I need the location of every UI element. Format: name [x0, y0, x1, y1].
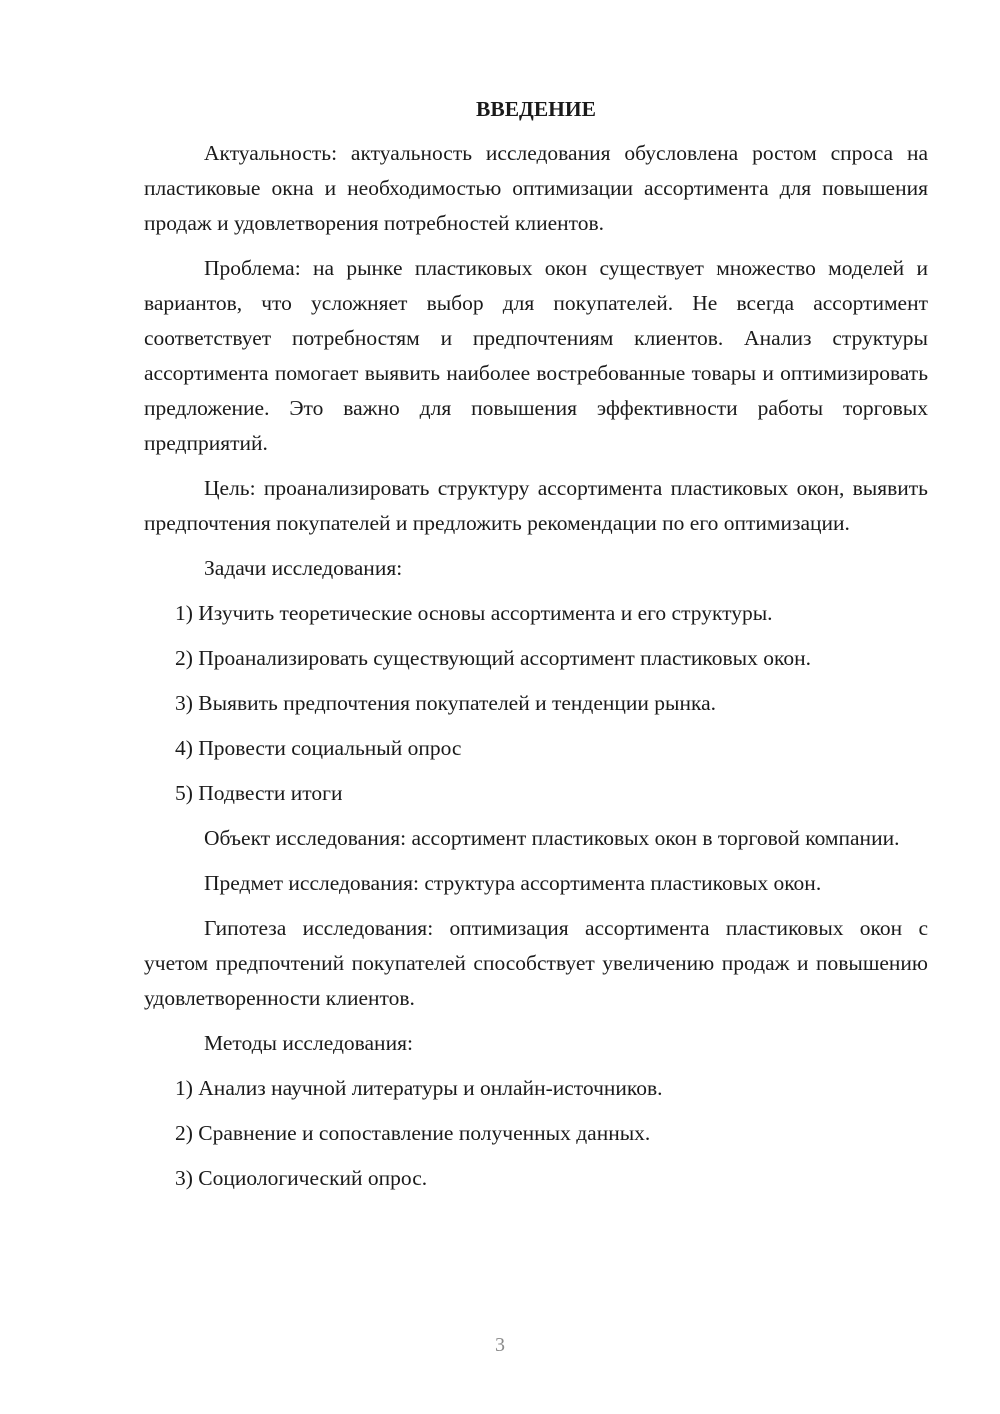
page-title: ВВЕДЕНИЕ [476, 97, 596, 121]
list-item: 2) Проанализировать существующий ассортимент пластиковых окон. [175, 646, 811, 670]
relevance-paragraph: Актуальность: актуальность исследования обусловлена ростом спроса на пластиковые окна и необходимостью оптимизации ассортимента для повышения продаж и удовлетворения потребностей клиентов. [144, 141, 928, 235]
tasks-heading: Задачи исследования: [204, 556, 403, 580]
hypothesis-paragraph: Гипотеза исследования: оптимизация ассортимента пластиковых окон с учетом предпочтений покупателей способствует увеличению продаж и повышению удовлетворенности клиентов. [144, 916, 928, 1010]
list-item: 3) Социологический опрос. [175, 1166, 428, 1190]
problem-paragraph: Проблема: на рынке пластиковых окон существует множество моделей и вариантов, что усложняет выбор для покупателей. Не всегда ассортимент соответствует потребностям и предпочтениям клиентов. Анализ структуры ассортимента помогает выявить наиболее востребованные товары и оптимизировать предложение. Это важно для повышения эффективности работы торговых предприятий. [144, 256, 928, 455]
list-item: 2) Сравнение и сопоставление полученных данных. [175, 1121, 651, 1145]
subject-paragraph: Предмет исследования: структура ассортимента пластиковых окон. [204, 871, 822, 895]
list-item: 5) Подвести итоги [175, 781, 343, 805]
list-item: 4) Провести социальный опрос [175, 736, 462, 760]
page-number: 3 [495, 1334, 505, 1356]
list-item: 1) Анализ научной литературы и онлайн-источников. [175, 1076, 663, 1100]
object-paragraph: Объект исследования: ассортимент пластиковых окон в торговой компании. [204, 826, 900, 850]
methods-list [144, 1071, 928, 1196]
list-item: 1) Изучить теоретические основы ассортимента и его структуры. [175, 601, 773, 625]
tasks-list [144, 596, 928, 811]
goal-paragraph: Цель: проанализировать структуру ассортимента пластиковых окон, выявить предпочтения покупателей и предложить рекомендации по его оптимизации. [144, 476, 928, 535]
list-item: 3) Выявить предпочтения покупателей и тенденции рынка. [175, 691, 717, 715]
methods-heading: Методы исследования: [204, 1031, 413, 1055]
document-page [144, 92, 928, 1206]
